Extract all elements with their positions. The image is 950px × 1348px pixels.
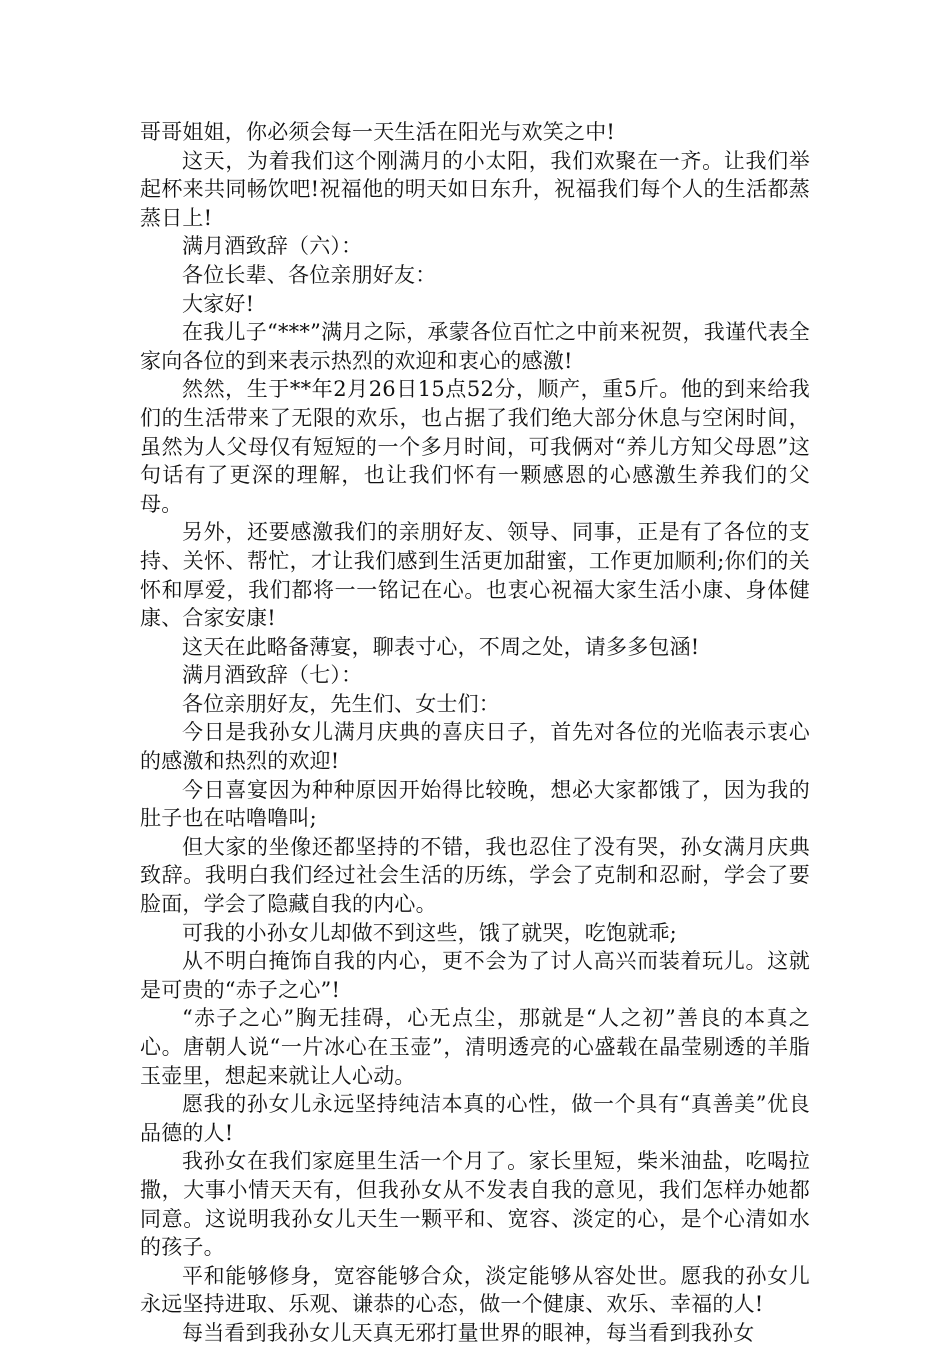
paragraph-13: 但大家的坐像还都坚持的不错，我也忍住了没有哭，孙女满月庆典致辞。我明白我们经过社会生活的历练，学会了克制和忍耐，学会了要脸面，学会了隐藏自我的内心。 bbox=[140, 834, 810, 917]
paragraph-4: 大家好! bbox=[182, 291, 255, 316]
paragraph-19: 平和能够修身，宽容能够合众，淡定能够从容处世。愿我的孙女儿永远坚持进取、乐观、谦恭的心态，做一个健康、欢乐、幸福的人! bbox=[140, 1263, 810, 1317]
paragraph-3: 各位长辈、各位亲朋好友： bbox=[182, 262, 437, 287]
paragraph-16: “赤子之心”胸无挂碍，心无点尘，那就是“人之初”善良的本真之心。唐朝人说“一片冰心在玉壶”，清明透亮的心盛载在晶莹剔透的羊脂玉壶里，想起来就让人心动。 bbox=[140, 1006, 810, 1088]
paragraph-8: 这天在此略备薄宴，聊表寸心，不周之处，请多多包涵! bbox=[182, 634, 700, 659]
document-body bbox=[140, 118, 810, 1348]
paragraph-14: 可我的小孙女儿却做不到这些，饿了就哭，吃饱就乖; bbox=[182, 920, 677, 945]
paragraph-20: 每当看到我孙女儿天真无邪打量世界的眼神，每当看到我孙女 bbox=[182, 1320, 755, 1345]
paragraph-18: 我孙女在我们家庭里生活一个月了。家长里短，柴米油盐，吃喝拉撒，大事小情天天有，但我孙女从不发表自我的意见，我们怎样办她都同意。这说明我孙女儿天生一颗平和、宽容、淡定的心，是个心清如水的孩子。 bbox=[140, 1149, 810, 1260]
paragraph-1: 这天，为着我们这个刚满月的小太阳，我们欢聚在一齐。让我们举起杯来共同畅饮吧!祝福他的明天如日东升，祝福我们每个人的生活都蒸蒸日上! bbox=[140, 148, 810, 230]
paragraph-0: 哥哥姐姐，你必须会每一天生活在阳光与欢笑之中! bbox=[140, 120, 616, 144]
paragraph-7: 另外，还要感激我们的亲朋好友、领导、同事，正是有了各位的支持、关怀、帮忙，才让我们感到生活更加甜蜜，工作更加顺利;你们的关怀和厚爱，我们都将一一铭记在心。也衷心祝福大家生活小康、身体健康、合家安康! bbox=[140, 520, 810, 631]
paragraph-15: 从不明白掩饰自我的内心，更不会为了讨人高兴而装着玩儿。这就是可贵的“赤子之心”! bbox=[140, 949, 810, 1002]
section-heading-7: 满月酒致辞（七）： bbox=[182, 663, 363, 688]
paragraph-6: 然然，生于**年2月26日15点52分，顺产，重5斤。他的到来给我们的生活带来了无限的欢乐，也占据了我们绝大部分休息与空闲时间，虽然为人父母仅有短短的一个多月时间，可我俩对“养儿方知父母恩”这句话有了更深的理解，也让我们怀有一颗感恩的心感激生养我们的父母。 bbox=[140, 377, 810, 516]
section-heading-6: 满月酒致辞（六）： bbox=[182, 234, 363, 259]
paragraph-5: 在我儿子“***”满月之际，承蒙各位百忙之中前来祝贺，我谨代表全家向各位的到来表示热烈的欢迎和衷心的感激! bbox=[140, 320, 810, 373]
paragraph-10: 各位亲朋好友，先生们、女士们： bbox=[182, 691, 500, 716]
paragraph-11: 今日是我孙女儿满月庆典的喜庆日子，首先对各位的光临表示衷心的感激和热烈的欢迎! bbox=[140, 720, 810, 774]
paragraph-17: 愿我的孙女儿永远坚持纯洁本真的心性，做一个具有“真善美”优良品德的人! bbox=[140, 1092, 810, 1145]
paragraph-12: 今日喜宴因为种种原因开始得比较晚，想必大家都饿了，因为我的肚子也在咕噜噜叫; bbox=[140, 777, 810, 831]
